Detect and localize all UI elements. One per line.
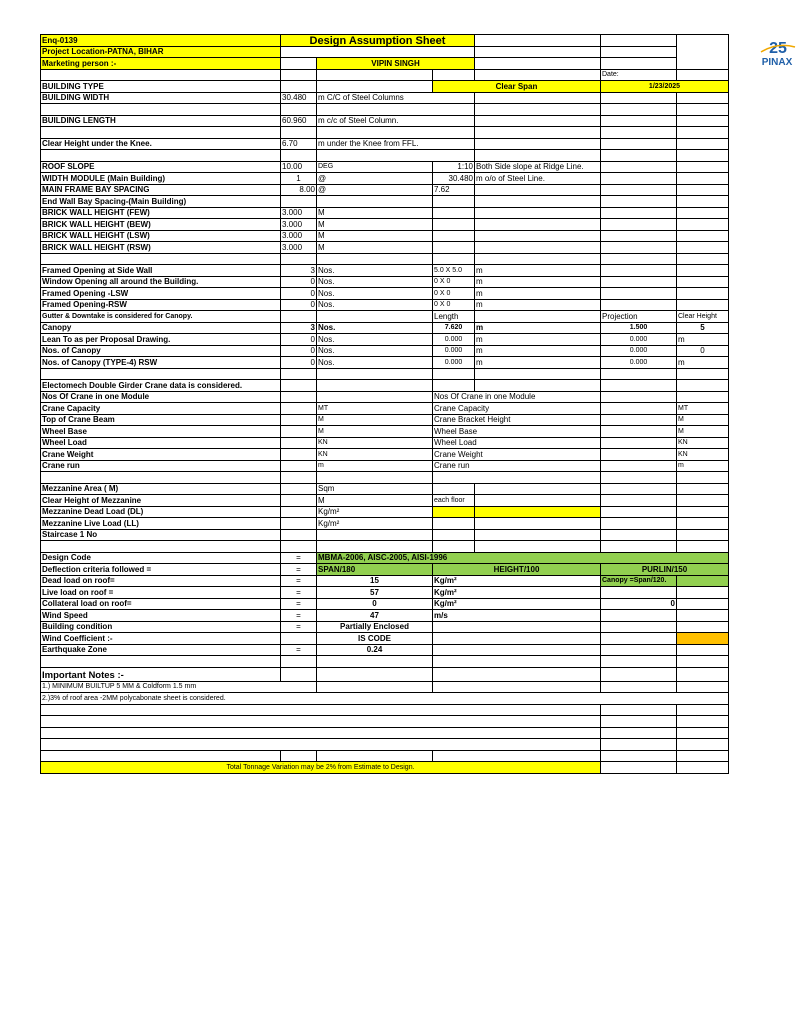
crane-capacity-label-right: Crane Capacity (433, 403, 601, 415)
type4-length: 0.000 (433, 357, 475, 369)
framed-side-nos: Nos. (317, 265, 433, 277)
logo-number: 25 (769, 40, 787, 57)
nos-canopy-clear: 0 (677, 345, 729, 357)
mezz-area-unit: Sqm (317, 483, 433, 495)
wheel-base-unit-right: M (677, 426, 729, 438)
window-label: Window Opening all around the Building. (41, 276, 281, 288)
crane-capacity-unit-right: MT (677, 403, 729, 415)
leanto-projection: 0.000 (601, 334, 677, 346)
clear-height-header: Clear Height (677, 311, 729, 323)
dead-load-label: Dead load on roof= (41, 575, 281, 587)
clear-height-value: 6.70 (281, 138, 317, 150)
brick-rsw-value: 3.000 (281, 242, 317, 254)
wheel-base-label-right: Wheel Base (433, 426, 601, 438)
framed-side-size: 5.0 X 5.0 (433, 265, 475, 277)
framed-rsw-nos: Nos. (317, 299, 433, 311)
wind-speed-label: Wind Speed (41, 610, 281, 622)
projection-header: Projection (601, 311, 677, 323)
framed-side-count: 3 (281, 265, 317, 277)
clear-height-note: m under the Knee from FFL. (317, 138, 475, 150)
wheel-load-label-right: Wheel Load (433, 437, 601, 449)
framed-rsw-unit: m (475, 299, 601, 311)
nos-canopy-length: 0.000 (433, 345, 475, 357)
crane-capacity-unit-left: MT (317, 403, 433, 415)
building-width-label: BUILDING WIDTH (41, 92, 281, 104)
brick-few-unit: M (317, 207, 433, 219)
framed-rsw-label: Framed Opening-RSW (41, 299, 281, 311)
collateral-eq: = (281, 598, 317, 610)
notes-heading: Important Notes :- (41, 667, 281, 681)
design-code-value: MBMA-2006, AISC-2005, AISI-1996 (317, 552, 729, 564)
marketing-label: Marketing person :- (41, 58, 281, 70)
window-count: 0 (281, 276, 317, 288)
dead-load-eq: = (281, 575, 317, 587)
leanto-clear-unit: m (677, 334, 729, 346)
date-value: 1/23/2025 (601, 81, 729, 93)
framed-lsw-size: 0 X 0 (433, 288, 475, 300)
framed-lsw-label: Framed Opening -LSW (41, 288, 281, 300)
brick-bew-label: BRICK WALL HEIGHT (BEW) (41, 219, 281, 231)
framed-side-unit: m (475, 265, 601, 277)
project-location: Project Location-PATNA, BIHAR (41, 46, 281, 58)
bay-spacing-at: @ (317, 184, 433, 196)
bay-spacing-note: 7.62 (433, 184, 475, 196)
crane-nos-label-right: Nos Of Crane in one Module (433, 391, 601, 403)
leanto-nos: Nos. (317, 334, 433, 346)
logo-text: PINAX (761, 57, 793, 68)
earthquake-label: Earthquake Zone (41, 644, 281, 656)
brick-bew-value: 3.000 (281, 219, 317, 231)
crane-capacity-label-left: Crane Capacity (41, 403, 281, 415)
brick-rsw-label: BRICK WALL HEIGHT (RSW) (41, 242, 281, 254)
type4-count: 0 (281, 357, 317, 369)
canopy-nos: Nos. (317, 322, 433, 334)
assumption-table (40, 34, 793, 774)
mezz-live-load-unit: Kg/m² (317, 518, 433, 530)
brick-few-value: 3.000 (281, 207, 317, 219)
crane-note: Electomech Double Girder Crane data is considered. (41, 380, 281, 392)
roof-slope-value: 10.00 (281, 161, 317, 173)
wind-speed-value: 47 (317, 610, 433, 622)
canopy-label: Canopy (41, 322, 281, 334)
framed-lsw-count: 0 (281, 288, 317, 300)
building-condition-value: Partially Enclosed (317, 621, 433, 633)
width-module-label: WIDTH MODULE (Main Building) (41, 173, 281, 185)
length-header: Length (433, 311, 475, 323)
building-length-note: m c/c of Steel Column. (317, 115, 475, 127)
nos-canopy-nos: Nos. (317, 345, 433, 357)
sheet-title: Design Assumption Sheet (281, 35, 475, 47)
width-module-note: m o/o of Steel Line. (475, 173, 601, 185)
crane-weight-unit-right: KN (677, 449, 729, 461)
live-load-unit: Kg/m² (433, 587, 601, 599)
building-type-label: BUILDING TYPE (41, 81, 281, 93)
nos-canopy-label: Nos. of Canopy (41, 345, 281, 357)
live-load-label: Live load on roof = (41, 587, 281, 599)
collateral-unit: Kg/m² (433, 598, 601, 610)
framed-side-label: Framed Opening at Side Wall (41, 265, 281, 277)
width-module-at: @ (317, 173, 433, 185)
crane-weight-label-right: Crane Weight (433, 449, 601, 461)
design-code-label: Design Code (41, 552, 281, 564)
mezz-live-load-label: Mezzanine Live Load (LL) (41, 518, 281, 530)
live-load-eq: = (281, 587, 317, 599)
roof-slope-label: ROOF SLOPE (41, 161, 281, 173)
brick-lsw-unit: M (317, 230, 433, 242)
pinax-25-logo (751, 38, 803, 68)
marketing-person: VIPIN SINGH (317, 58, 475, 70)
leanto-count: 0 (281, 334, 317, 346)
live-load-value: 57 (317, 587, 433, 599)
wind-speed-eq: = (281, 610, 317, 622)
leanto-unit: m (475, 334, 601, 346)
wheel-base-unit-left: M (317, 426, 433, 438)
crane-run-unit-left: m (317, 460, 433, 472)
crane-bracket-label: Crane Bracket Height (433, 414, 601, 426)
framed-lsw-unit: m (475, 288, 601, 300)
window-unit: m (475, 276, 601, 288)
deflection-purlin: PURLIN/150 (601, 564, 729, 576)
type4-unit: m (475, 357, 601, 369)
bay-spacing-value: 8.00 (281, 184, 317, 196)
crane-top-beam-unit: M (317, 414, 433, 426)
dead-load-unit: Kg/m² (433, 575, 601, 587)
building-type-value: Clear Span (433, 81, 601, 93)
type4-label: Nos. of Canopy (TYPE-4) RSW (41, 357, 281, 369)
earthquake-eq: = (281, 644, 317, 656)
collateral-value: 0 (317, 598, 433, 610)
building-length-value: 60.960 (281, 115, 317, 127)
crane-nos-label-left: Nos Of Crane in one Module (41, 391, 281, 403)
building-condition-eq: = (281, 621, 317, 633)
bay-spacing-label: MAIN FRAME BAY SPACING (41, 184, 281, 196)
mezz-dead-load-label: Mezzanine Dead Load (DL) (41, 506, 281, 518)
note-1: 1.) MINIMUM BUILTUP 5 MM & Coldform 1.5 mm (41, 681, 317, 693)
design-code-eq: = (281, 552, 317, 564)
crane-weight-label-left: Crane Weight (41, 449, 281, 461)
canopy-count: 3 (281, 322, 317, 334)
window-size: 0 X 0 (433, 276, 475, 288)
building-width-note: m C/C of Steel Columns (317, 92, 475, 104)
design-assumption-sheet (40, 34, 793, 771)
brick-bew-unit: M (317, 219, 433, 231)
roof-slope-unit: DEG (317, 161, 433, 173)
crane-weight-unit-left: KN (317, 449, 433, 461)
tonnage-variation-footer: Total Tonnage Variation may be 2% from Estimate to Design. (41, 762, 601, 774)
crane-bracket-unit: M (677, 414, 729, 426)
brick-few-label: BRICK WALL HEIGHT (FEW) (41, 207, 281, 219)
note-2: 2.)3% of roof area -2MM polycabonate sheet is considered. (41, 693, 729, 705)
staircase-label: Staircase 1 No (41, 529, 281, 541)
roof-slope-note: Both Side slope at Ridge Line. (475, 161, 601, 173)
wind-coefficient-value: IS CODE (317, 633, 433, 645)
canopy-projection: 1.500 (601, 322, 677, 334)
mezz-clear-height-label: Clear Height of Mezzanine (41, 495, 281, 507)
canopy-length: 7.620 (433, 322, 475, 334)
mezz-dead-load-unit: Kg/m² (317, 506, 433, 518)
crane-run-label-right: Crane run (433, 460, 601, 472)
mezz-each-floor: each floor (433, 495, 475, 507)
wheel-load-unit-left: KN (317, 437, 433, 449)
type4-clear-unit: m (677, 357, 729, 369)
wind-coefficient-label: Wind Coefficient :- (41, 633, 281, 645)
brick-rsw-unit: M (317, 242, 433, 254)
building-length-label: BUILDING LENGTH (41, 115, 281, 127)
leanto-label: Lean To as per Proposal Drawing. (41, 334, 281, 346)
crane-run-label-left: Crane run (41, 460, 281, 472)
roof-slope-ratio: 1:10 (433, 161, 475, 173)
crane-run-unit-right: m (677, 460, 729, 472)
collateral-extra: 0 (601, 598, 677, 610)
earthquake-value: 0.24 (317, 644, 433, 656)
brick-lsw-label: BRICK WALL HEIGHT (LSW) (41, 230, 281, 242)
date-label: Date: (601, 69, 677, 81)
endwall-spacing-label: End Wall Bay Spacing-(Main Building) (41, 196, 281, 208)
nos-canopy-projection: 0.000 (601, 345, 677, 357)
wheel-load-unit-right: KN (677, 437, 729, 449)
type4-projection: 0.000 (601, 357, 677, 369)
brick-lsw-value: 3.000 (281, 230, 317, 242)
framed-lsw-nos: Nos. (317, 288, 433, 300)
collateral-label: Collateral load on roof= (41, 598, 281, 610)
framed-rsw-count: 0 (281, 299, 317, 311)
mezz-clear-height-unit: M (317, 495, 433, 507)
crane-top-beam-label: Top of Crane Beam (41, 414, 281, 426)
clear-height-label: Clear Height under the Knee. (41, 138, 281, 150)
enq-number: Enq-0139 (41, 35, 281, 47)
wheel-base-label-left: Wheel Base (41, 426, 281, 438)
mezz-area-label: Mezzanine Area ( M) (41, 483, 281, 495)
canopy-span-criteria: Canopy =Span/120. (601, 575, 677, 587)
type4-nos: Nos. (317, 357, 433, 369)
framed-rsw-size: 0 X 0 (433, 299, 475, 311)
building-width-value: 30.480 (281, 92, 317, 104)
nos-canopy-unit: m (475, 345, 601, 357)
building-condition-label: Building condition (41, 621, 281, 633)
nos-canopy-count: 0 (281, 345, 317, 357)
wheel-load-label-left: Wheel Load (41, 437, 281, 449)
deflection-eq: = (281, 564, 317, 576)
canopy-unit: m (475, 322, 601, 334)
canopy-clear-height: 5 (677, 322, 729, 334)
deflection-height: HEIGHT/100 (433, 564, 601, 576)
leanto-length: 0.000 (433, 334, 475, 346)
deflection-label: Deflection criteria followed = (41, 564, 281, 576)
wind-speed-unit: m/s (433, 610, 601, 622)
dead-load-value: 15 (317, 575, 433, 587)
width-module-spacing: 30.480 (433, 173, 475, 185)
window-nos: Nos. (317, 276, 433, 288)
width-module-value: 1 (281, 173, 317, 185)
deflection-span: SPAN/180 (317, 564, 433, 576)
gutter-note: Gutter & Downtake is considered for Canopy. (41, 311, 281, 323)
